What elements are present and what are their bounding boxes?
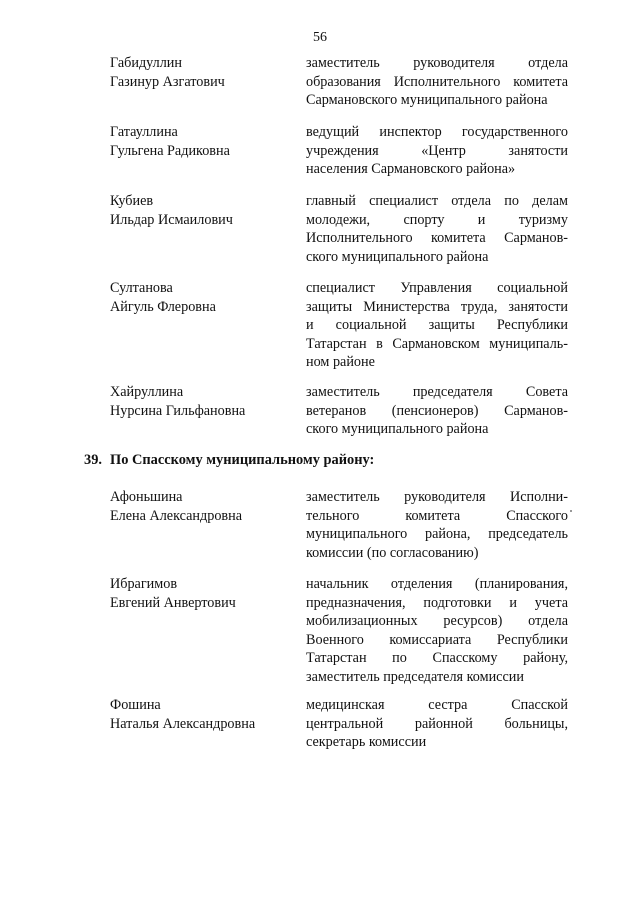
position-line: ветеранов (пенсионеров) Сарманов- bbox=[306, 402, 568, 419]
member-surname: Гатауллина bbox=[110, 124, 178, 140]
member-surname: Кубиев bbox=[110, 193, 154, 209]
member-surname: Султанова bbox=[110, 280, 173, 296]
member-given-names: Газинур Азгатович bbox=[110, 74, 225, 90]
member-surname: Ибрагимов bbox=[110, 576, 178, 592]
position-line: центральной районной больницы, bbox=[306, 715, 568, 732]
position-line: молодежи, спорту и туризму bbox=[306, 211, 568, 228]
position-line: образования Исполнительного комитета bbox=[306, 73, 568, 90]
position-line: защиты Министерства труда, занятости bbox=[306, 298, 568, 315]
position-line: заместитель руководителя отдела bbox=[306, 55, 568, 71]
member-surname: Габидуллин bbox=[110, 55, 182, 71]
position-line: муниципального района, председатель bbox=[306, 526, 568, 543]
member-name bbox=[110, 123, 290, 161]
position-line: ского муниципального района bbox=[306, 248, 489, 265]
member-given-names: Ильдар Исмаилович bbox=[110, 212, 233, 228]
member-surname: Афоньшина bbox=[110, 489, 183, 505]
position-line: ном районе bbox=[306, 354, 375, 371]
member-name bbox=[110, 383, 290, 421]
position-line: заместитель председателя Совета bbox=[306, 384, 568, 400]
member-position bbox=[306, 192, 568, 266]
member-name bbox=[110, 279, 290, 317]
position-line: заместитель председателя комиссии bbox=[306, 668, 524, 685]
position-line: мобилизационных ресурсов) отдела bbox=[306, 613, 568, 630]
member-position bbox=[306, 488, 568, 562]
position-line: главный специалист отдела по делам bbox=[306, 193, 568, 209]
section-title: По Спасскому муниципальному району: bbox=[110, 452, 375, 468]
member-position bbox=[306, 54, 568, 110]
position-line: Исполнительного комитета Сарманов- bbox=[306, 230, 568, 247]
member-name bbox=[110, 696, 290, 734]
position-line: Татарстан в Сармановском муниципаль- bbox=[306, 335, 568, 352]
position-line: начальник отделения (планирования, bbox=[306, 576, 568, 592]
member-name bbox=[110, 54, 290, 92]
member-position bbox=[306, 123, 568, 179]
position-line: секретарь комиссии bbox=[306, 734, 427, 751]
position-line: тельного комитета Спасского bbox=[306, 507, 568, 524]
member-given-names: Гульгена Радиковна bbox=[110, 143, 230, 159]
position-line: Татарстан по Спасскому району, bbox=[306, 650, 568, 667]
member-given-names: Елена Александровна bbox=[110, 508, 242, 524]
member-name bbox=[110, 192, 290, 230]
member-given-names: Айгуль Флеровна bbox=[110, 299, 216, 315]
position-line: Военного комиссариата Республики bbox=[306, 631, 568, 648]
member-position bbox=[306, 696, 568, 752]
section-heading bbox=[84, 450, 374, 470]
position-line: предназначения, подготовки и учета bbox=[306, 594, 568, 611]
member-given-names: Наталья Александровна bbox=[110, 716, 256, 732]
position-line: и социальной защиты Республики bbox=[306, 317, 568, 334]
member-given-names: Евгений Анвертович bbox=[110, 595, 236, 611]
scan-speck bbox=[570, 510, 572, 512]
position-line: комиссии (по согласованию) bbox=[306, 544, 479, 561]
member-name bbox=[110, 488, 290, 526]
position-line: медицинская сестра Спасской bbox=[306, 697, 568, 713]
position-line: учреждения «Центр занятости bbox=[306, 142, 568, 159]
position-line: населения Сармановского района» bbox=[306, 161, 516, 178]
member-surname: Фошина bbox=[110, 697, 161, 713]
member-name bbox=[110, 575, 290, 613]
member-surname: Хайруллина bbox=[110, 384, 184, 400]
position-line: ского муниципального района bbox=[306, 421, 489, 438]
page-number: 56 bbox=[313, 30, 327, 45]
section-number: 39. bbox=[84, 452, 102, 468]
member-position bbox=[306, 383, 568, 439]
position-line: Сармановского муниципального района bbox=[306, 92, 548, 109]
position-line: специалист Управления социальной bbox=[306, 280, 568, 296]
position-line: заместитель руководителя Исполни- bbox=[306, 489, 568, 505]
position-line: ведущий инспектор государственного bbox=[306, 124, 568, 140]
member-position bbox=[306, 575, 568, 687]
member-given-names: Нурсина Гильфановна bbox=[110, 403, 246, 419]
member-position bbox=[306, 279, 568, 372]
